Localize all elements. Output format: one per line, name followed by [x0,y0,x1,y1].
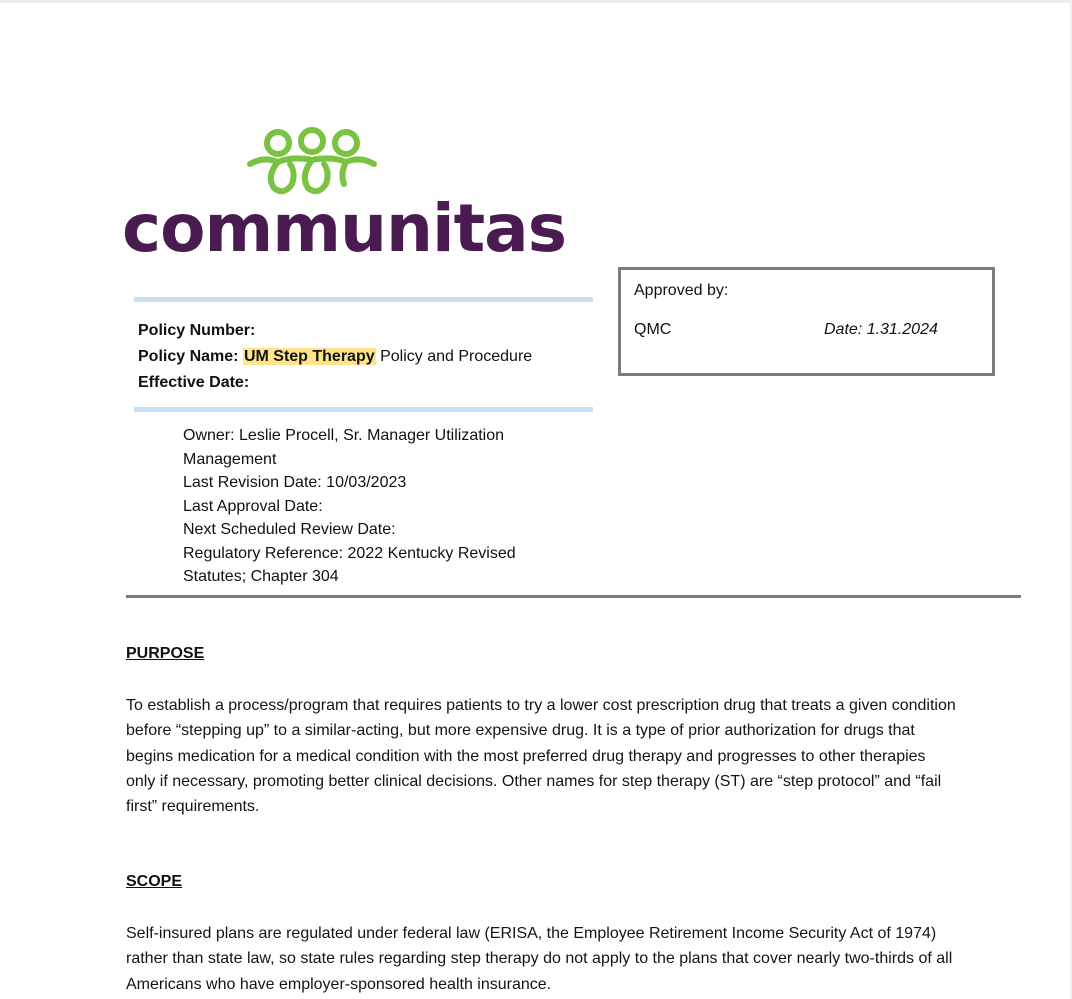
approver-name: QMC [634,321,672,338]
company-wordmark: communitas [122,190,566,267]
meta-line: Statutes; Chapter 304 [183,568,339,585]
approval-date: Date: 1.31.2024 [824,321,938,338]
purpose-text: To establish a process/program that requires patients to try a lower cost prescription drug that treats a given condition before “stepping up” to a similar-acting, but more expensive drug. It is a type of prior authorization for drugs that begins medication for a medical condition with the most preferred drug therapy and progresses to other therapies only if necessary, promoting better clinical decisions. Other names for step therapy (ST) are “step protocol” and “fail first” requirements. [126,697,956,816]
meta-line: Regulatory Reference: 2022 Kentucky Revised [183,544,516,562]
meta-line: Owner: Leslie Procell, Sr. Manager Utilization [183,427,505,444]
policy-name-label: Policy Name: [138,348,239,365]
page-top-edge [0,0,1072,3]
approved-by-label: Approved by: [634,282,729,299]
policy-name-rest: Policy and Procedure [380,348,533,365]
meta-line: Management [183,450,277,468]
scope-text: Self-insured plans are regulated under federal law (ERISA, the Employee Retirement Income Security Act of 1974) rather than state law, so state rules regarding step therapy do not apply to the plans that cover nearly two-thirds of all Americans who have employer-sponsored health insurance. [126,925,953,993]
policy-header [138,318,532,396]
meta-line: Last Revision Date: 10/03/2023 [183,474,407,491]
scope-heading: SCOPE [126,873,183,890]
policy-number-label: Policy Number: [138,322,256,339]
effective-date-row [138,370,532,396]
effective-date-label: Effective Date: [138,374,250,391]
purpose-heading: PURPOSE [126,645,205,662]
policy-meta [183,424,516,589]
meta-line: Next Scheduled Review Date: [183,521,396,538]
approval-box [618,267,995,376]
meta-line: Last Approval Date: [183,497,323,515]
section-divider [126,595,1021,598]
policy-name-row [138,344,532,370]
policy-bottom-rule [134,407,593,412]
policy-number-row [138,318,532,344]
policy-name-highlight: UM Step Therapy [243,348,375,365]
policy-top-rule [134,297,593,302]
